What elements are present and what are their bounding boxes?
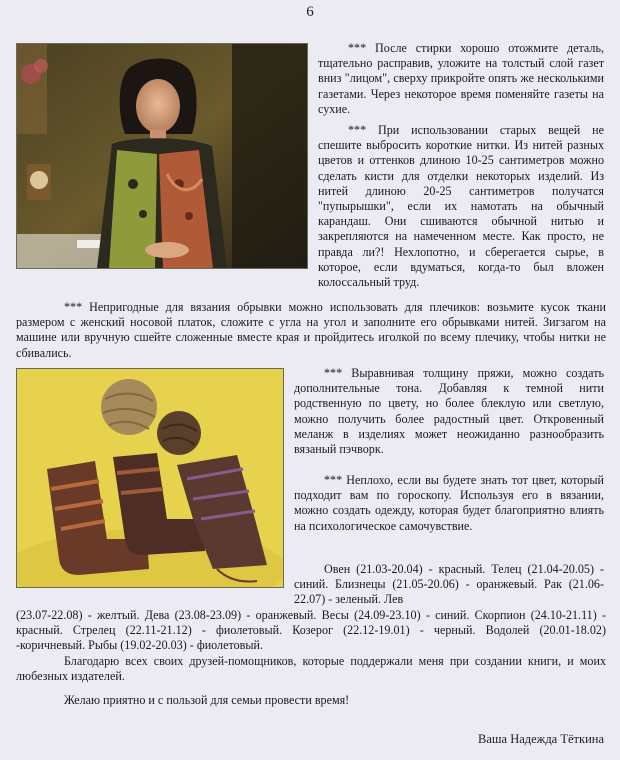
photo-knitted-socks	[16, 368, 284, 588]
paragraph-closing-wish: Желаю приятно и с пользой для семьи провести время!	[64, 693, 350, 707]
author-signature: Ваша Надежда Тёткина	[478, 732, 604, 746]
paragraph-short-threads-tip: *** При использовании старых вещей не спешите выбросить короткие нитки. Из нитей разных цветов и оттенков длиною 10-25 сантиметров можно сделать кисти для отделки некоторых изделий. Из нитей длиною 20-25 сантиметров получатся "пупырышки", если их намотать на обычный карандаш. Они сшиваются обычной нитью и закрепляются на намеченном месте. Как просто, не правда ли?! Нехлопотно, и сберегается сырье, в которое, если вдуматься, когда-то был вложен колоссальный труд.	[318, 123, 604, 290]
paragraph-yarn-thickness-tip: *** Выравнивая толщину пряжи, можно создать дополнительные тона. Добавляя к темной нити родственную по цвету, но более блеклую или светлую, можно получить более радостный цвет. Откровенный меланж в изделиях может неожиданно разнообразить вязаный пэчворк.	[294, 366, 604, 457]
paragraph-zodiac-colors-end: (23.07-22.08) - желтый. Дева (23.08-23.09) - оранжевый. Весы (24.09-23.10) - синий. Скорпион (24.10-21.11) - красный. Стрелец (22.11-21.12) - фиолетовый. Козерог (22.12-19.01) - черный. Водолей (20.01-18.02) -коричневый. Рыбы (19.02-20.03) - фиолетовый.	[16, 608, 606, 653]
paragraph-zodiac-colors-start: Овен (21.03-20.04) - красный. Телец (21.04-20.05) - синий. Близнецы (21.05-20.06) - оранжевый. Рак (21.06-22.07) - зеленый. Лев	[294, 562, 604, 607]
paragraph-washing-tip: *** После стирки хорошо отожмите деталь, тщательно расправив, уложите на толстый слой газет вниз "лицом", сверху прикройте опять же несколькими газетами. Через некоторое время поменяйте газеты на сухие.	[318, 41, 604, 116]
photo-woman-illustration	[17, 44, 307, 268]
paragraph-horoscope-color-tip: *** Неплохо, если вы будете знать тот цвет, который подходит вам по гороскопу. Используя его в вязании, можно создать одежду, которая будет благоприятно влиять на психологическое самочувствие.	[294, 473, 604, 533]
photo-woman-knitted-vest	[16, 43, 308, 269]
page-number: 6	[306, 4, 314, 20]
photo-socks-illustration	[17, 369, 283, 587]
paragraph-shoulder-pads-tip: *** Непригодные для вязания обрывки можно использовать для плечиков: возьмите кусок ткани размером с женский носовой платок, сложите с угла на угол и заполните его обрывками нитей. Зигзагом на машине или вручную сшейте сложенные вместе края и пройдитесь иголкой по всему плечику, чтобы нитки не сбивались.	[16, 300, 606, 360]
paragraph-acknowledgements: Благодарю всех своих друзей-помощников, которые поддержали меня при создании книги, и моих любезных издателей.	[16, 654, 606, 684]
